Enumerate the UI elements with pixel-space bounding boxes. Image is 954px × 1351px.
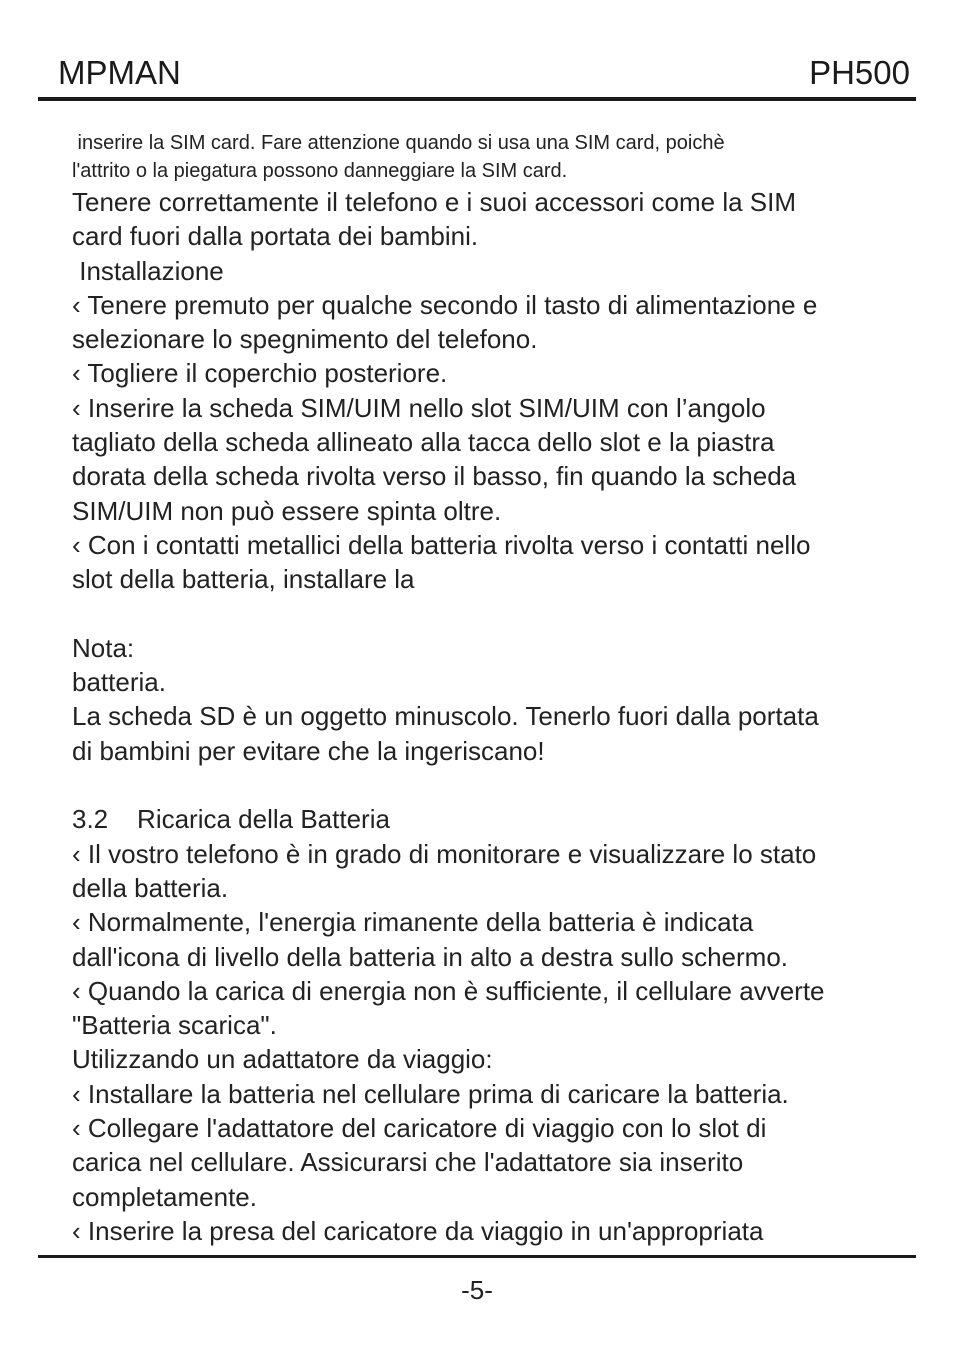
body-line-small: inserire la SIM card. Fare attenzione quando si usa una SIM card, poichè [72, 132, 725, 154]
body-line: ‹ Collegare l'adattatore del caricatore di viaggio con lo slot di [72, 1113, 767, 1144]
body-line: ‹ Inserire la scheda SIM/UIM nello slot SIM/UIM con l’angolo [72, 392, 766, 423]
body-line: dall'icona di livello della batteria in alto a destra sullo schermo. [72, 941, 789, 972]
body-line: ‹ Installare la batteria nel cellulare prima di caricare la batteria. [72, 1078, 789, 1109]
body-line: ‹ Togliere il coperchio posteriore. [72, 358, 448, 389]
body-line: ‹ Il vostro telefono è in grado di monitorare e visualizzare lo stato [72, 838, 817, 869]
body-line: "Batteria scarica". [72, 1010, 277, 1041]
body-line: La scheda SD è un oggetto minuscolo. Tenerlo fuori dalla portata [72, 701, 819, 732]
body-line: carica nel cellulare. Assicurarsi che l'adattatore sia inserito [72, 1147, 744, 1178]
body-line: 3.2 Ricarica della Batteria [72, 804, 390, 835]
page-body [72, 129, 902, 1248]
blank-line [72, 597, 902, 631]
footer-divider [38, 1255, 916, 1258]
body-line: della batteria. [72, 872, 229, 903]
page-number: -5- [461, 1275, 493, 1305]
body-line: Tenere correttamente il telefono e i suoi accessori come la SIM [72, 187, 797, 217]
body-line: ‹ Tenere premuto per qualche secondo il tasto di alimentazione e [72, 289, 818, 320]
header-model: PH500 [809, 54, 910, 91]
body-line: Nota: [72, 632, 135, 663]
body-line: di bambini per evitare che la ingeriscano! [72, 735, 545, 766]
body-line: Installazione [72, 255, 224, 286]
body-line: SIM/UIM non può essere spinta oltre. [72, 495, 502, 526]
header-divider [38, 97, 916, 101]
body-line: batteria. [72, 667, 166, 698]
body-line: Utilizzando un adattatore da viaggio: [72, 1044, 493, 1075]
body-line: ‹ Con i contatti metallici della batteria rivolta verso i contatti nello [72, 529, 811, 560]
blank-line [72, 768, 902, 802]
body-line: ‹ Normalmente, l'energia rimanente della batteria è indicata [72, 907, 754, 938]
header-brand: MPMAN [58, 54, 181, 91]
body-line: tagliato della scheda allineato alla tacca dello slot e la piastra [72, 427, 775, 458]
body-line: card fuori dalla portata dei bambini. [72, 221, 479, 252]
body-line-small: l'attrito o la piegatura possono danneggiare la SIM card. [72, 160, 568, 182]
body-line: dorata della scheda rivolta verso il basso, fin quando la scheda [72, 461, 797, 492]
body-paragraphs [72, 185, 902, 1248]
body-line: ‹ Quando la carica di energia non è sufficiente, il cellulare avverte [72, 975, 825, 1006]
body-line: ‹ Inserire la presa del caricatore da viaggio in un'appropriata [72, 1215, 764, 1246]
body-line: completamente. [72, 1181, 257, 1212]
body-line: selezionare lo spegnimento del telefono. [72, 324, 538, 355]
body-line: slot della batteria, installare la [72, 564, 415, 595]
